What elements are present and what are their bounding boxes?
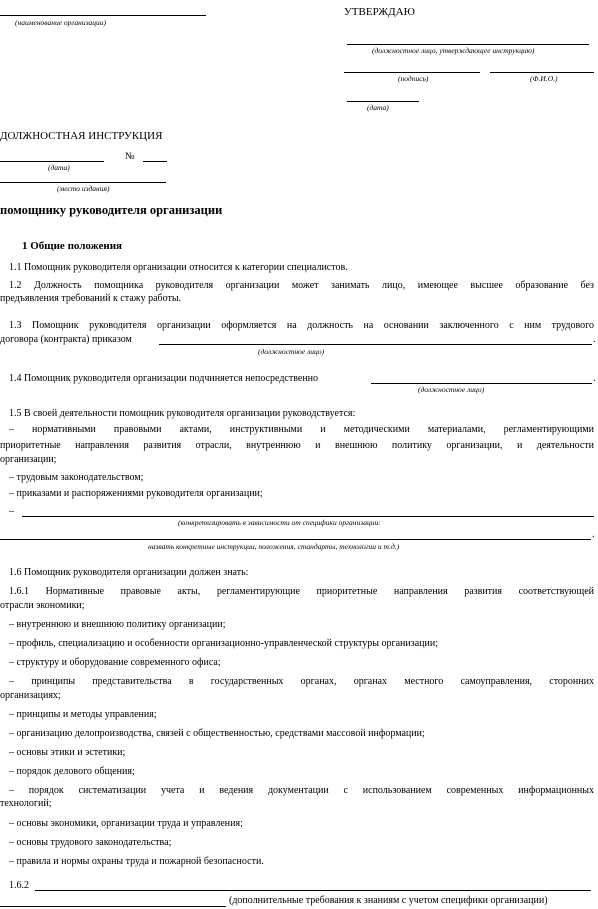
para-1-6: 1.6 Помощник руководителя организации должен знать: [9, 567, 249, 578]
knowledge-item: – профиль, специализацию и особенности организационно-управленческой структуры организации; [9, 638, 438, 649]
para-1-5-item1-line3: организации; [0, 454, 57, 465]
para-1-5-item4-dash: – [9, 506, 14, 517]
para-1-1: 1.1 Помощник руководителя организации относится к категории специалистов. [9, 262, 348, 273]
knowledge-item: – структуру и оборудование современного офиса; [9, 657, 221, 668]
signature-caption: (подпись) [398, 74, 429, 83]
para-1-5-fill-line-1 [22, 516, 594, 517]
fio-line [490, 72, 594, 73]
knowledge-item: – основы трудового законодательства; [9, 837, 172, 848]
knowledge-item: – порядок делового общения; [9, 766, 135, 777]
approver-position-caption: (должностное лицо, утверждающее инструкцию) [372, 46, 535, 55]
knowledge-item: – принципы представительства в государственных органах, органах местного самоуправления, сторонних [9, 676, 594, 687]
para-1-3-fill-line [159, 344, 592, 345]
para-1-6-1-line1: 1.6.1 Нормативные правовые акты, регламентирующие приоритетные направления развития соответствующей [9, 586, 594, 597]
knowledge-item: – внутреннюю и внешнюю политику организации; [9, 619, 226, 630]
para-1-6-1-line2: отрасли экономики; [0, 600, 85, 611]
knowledge-item-cont: технологий; [0, 798, 52, 809]
para-1-5: 1.5 В своей деятельности помощник руководителя организации руководствуется: [9, 408, 356, 419]
knowledge-item: – принципы и методы управления; [9, 709, 157, 720]
org-name-caption: (наименование организации) [15, 18, 107, 27]
para-1-4-fill-line [371, 383, 592, 384]
para-1-3-period: . [593, 334, 596, 345]
doc-title: ДОЛЖНОСТНАЯ ИНСТРУКЦИЯ [0, 130, 163, 142]
doc-place-line [0, 182, 166, 183]
knowledge-item: – организацию делопроизводства, связей с общественностью, средствами массовой информации; [9, 728, 425, 739]
para-1-4-period: . [593, 373, 596, 384]
doc-place-caption: (место издания) [57, 184, 110, 193]
para-1-6-2-label: 1.6.2 [9, 880, 29, 891]
approve-label: УТВЕРЖДАЮ [344, 6, 415, 18]
fio-caption: (Ф.И.О.) [530, 74, 558, 83]
org-name-line [0, 15, 206, 16]
knowledge-item: – основы этики и эстетики; [9, 747, 126, 758]
doc-number-line [143, 161, 167, 162]
signature-line [344, 72, 480, 73]
para-1-5-fill-line-2 [0, 539, 591, 540]
para-1-2-line2: предъявления требований к стажу работы. [0, 293, 182, 304]
para-1-5-period: . [592, 529, 595, 540]
para-1-5-item1-line2: приоритетные направления развития отрасли, внутреннюю и внешнюю политику организации, и деятельности [0, 440, 594, 451]
para-1-6-2-caption: (дополнительные требования к знаниям с учетом специфики организации) [229, 895, 548, 906]
knowledge-item: – основы экономики, организации труда и управления; [9, 818, 243, 829]
para-1-3-line1: 1.3 Помощник руководителя организации оформляется на должность на основании заключенного с ним трудового [9, 320, 594, 331]
para-1-5-item3: – приказами и распоряжениями руководителя организации; [9, 488, 263, 499]
para-1-6-2-fill-line-2 [0, 906, 226, 907]
doc-subtitle: помощнику руководителя организации [0, 203, 223, 217]
para-1-4: 1.4 Помощник руководителя организации подчиняется непосредственно [9, 373, 319, 384]
para-1-2-line1: 1.2 Должность помощника руководителя организации может занимать лицо, имеющее высшее образование без [9, 280, 594, 291]
section-heading: 1 Общие положения [22, 240, 122, 252]
approver-position-line [347, 44, 589, 45]
para-1-3-caption: (должностное лицо) [258, 347, 325, 356]
para-1-5-item1-line1: – нормативными правовыми актами, инструктивными и методическими материалами, регламентирующими [9, 424, 594, 435]
para-1-4-caption: (должностное лицо) [418, 385, 485, 394]
para-1-3-line2: договора (контракта) приказом [0, 334, 132, 345]
doc-date-caption: (дата) [48, 163, 70, 172]
para-1-5-caption-2: назвать конкретные инструкции, положения, стандарты, технологии и т.д.) [148, 542, 400, 551]
para-1-6-2-fill-line-1 [35, 890, 591, 891]
knowledge-item: – порядок систематизации учета и ведения документации с использованием современных информационных [9, 785, 594, 796]
para-1-5-item2: – трудовым законодательством; [9, 472, 144, 483]
approve-date-caption: (дата) [367, 103, 389, 112]
knowledge-item: – правила и нормы охраны труда и пожарной безопасности. [9, 856, 264, 867]
doc-date-line [0, 161, 104, 162]
doc-number-label: № [125, 151, 135, 162]
para-1-5-caption-1: (конкретизировать в зависимости от специфики организации: [178, 518, 381, 527]
knowledge-item-cont: организациях; [0, 690, 61, 701]
approve-date-line [347, 101, 419, 102]
